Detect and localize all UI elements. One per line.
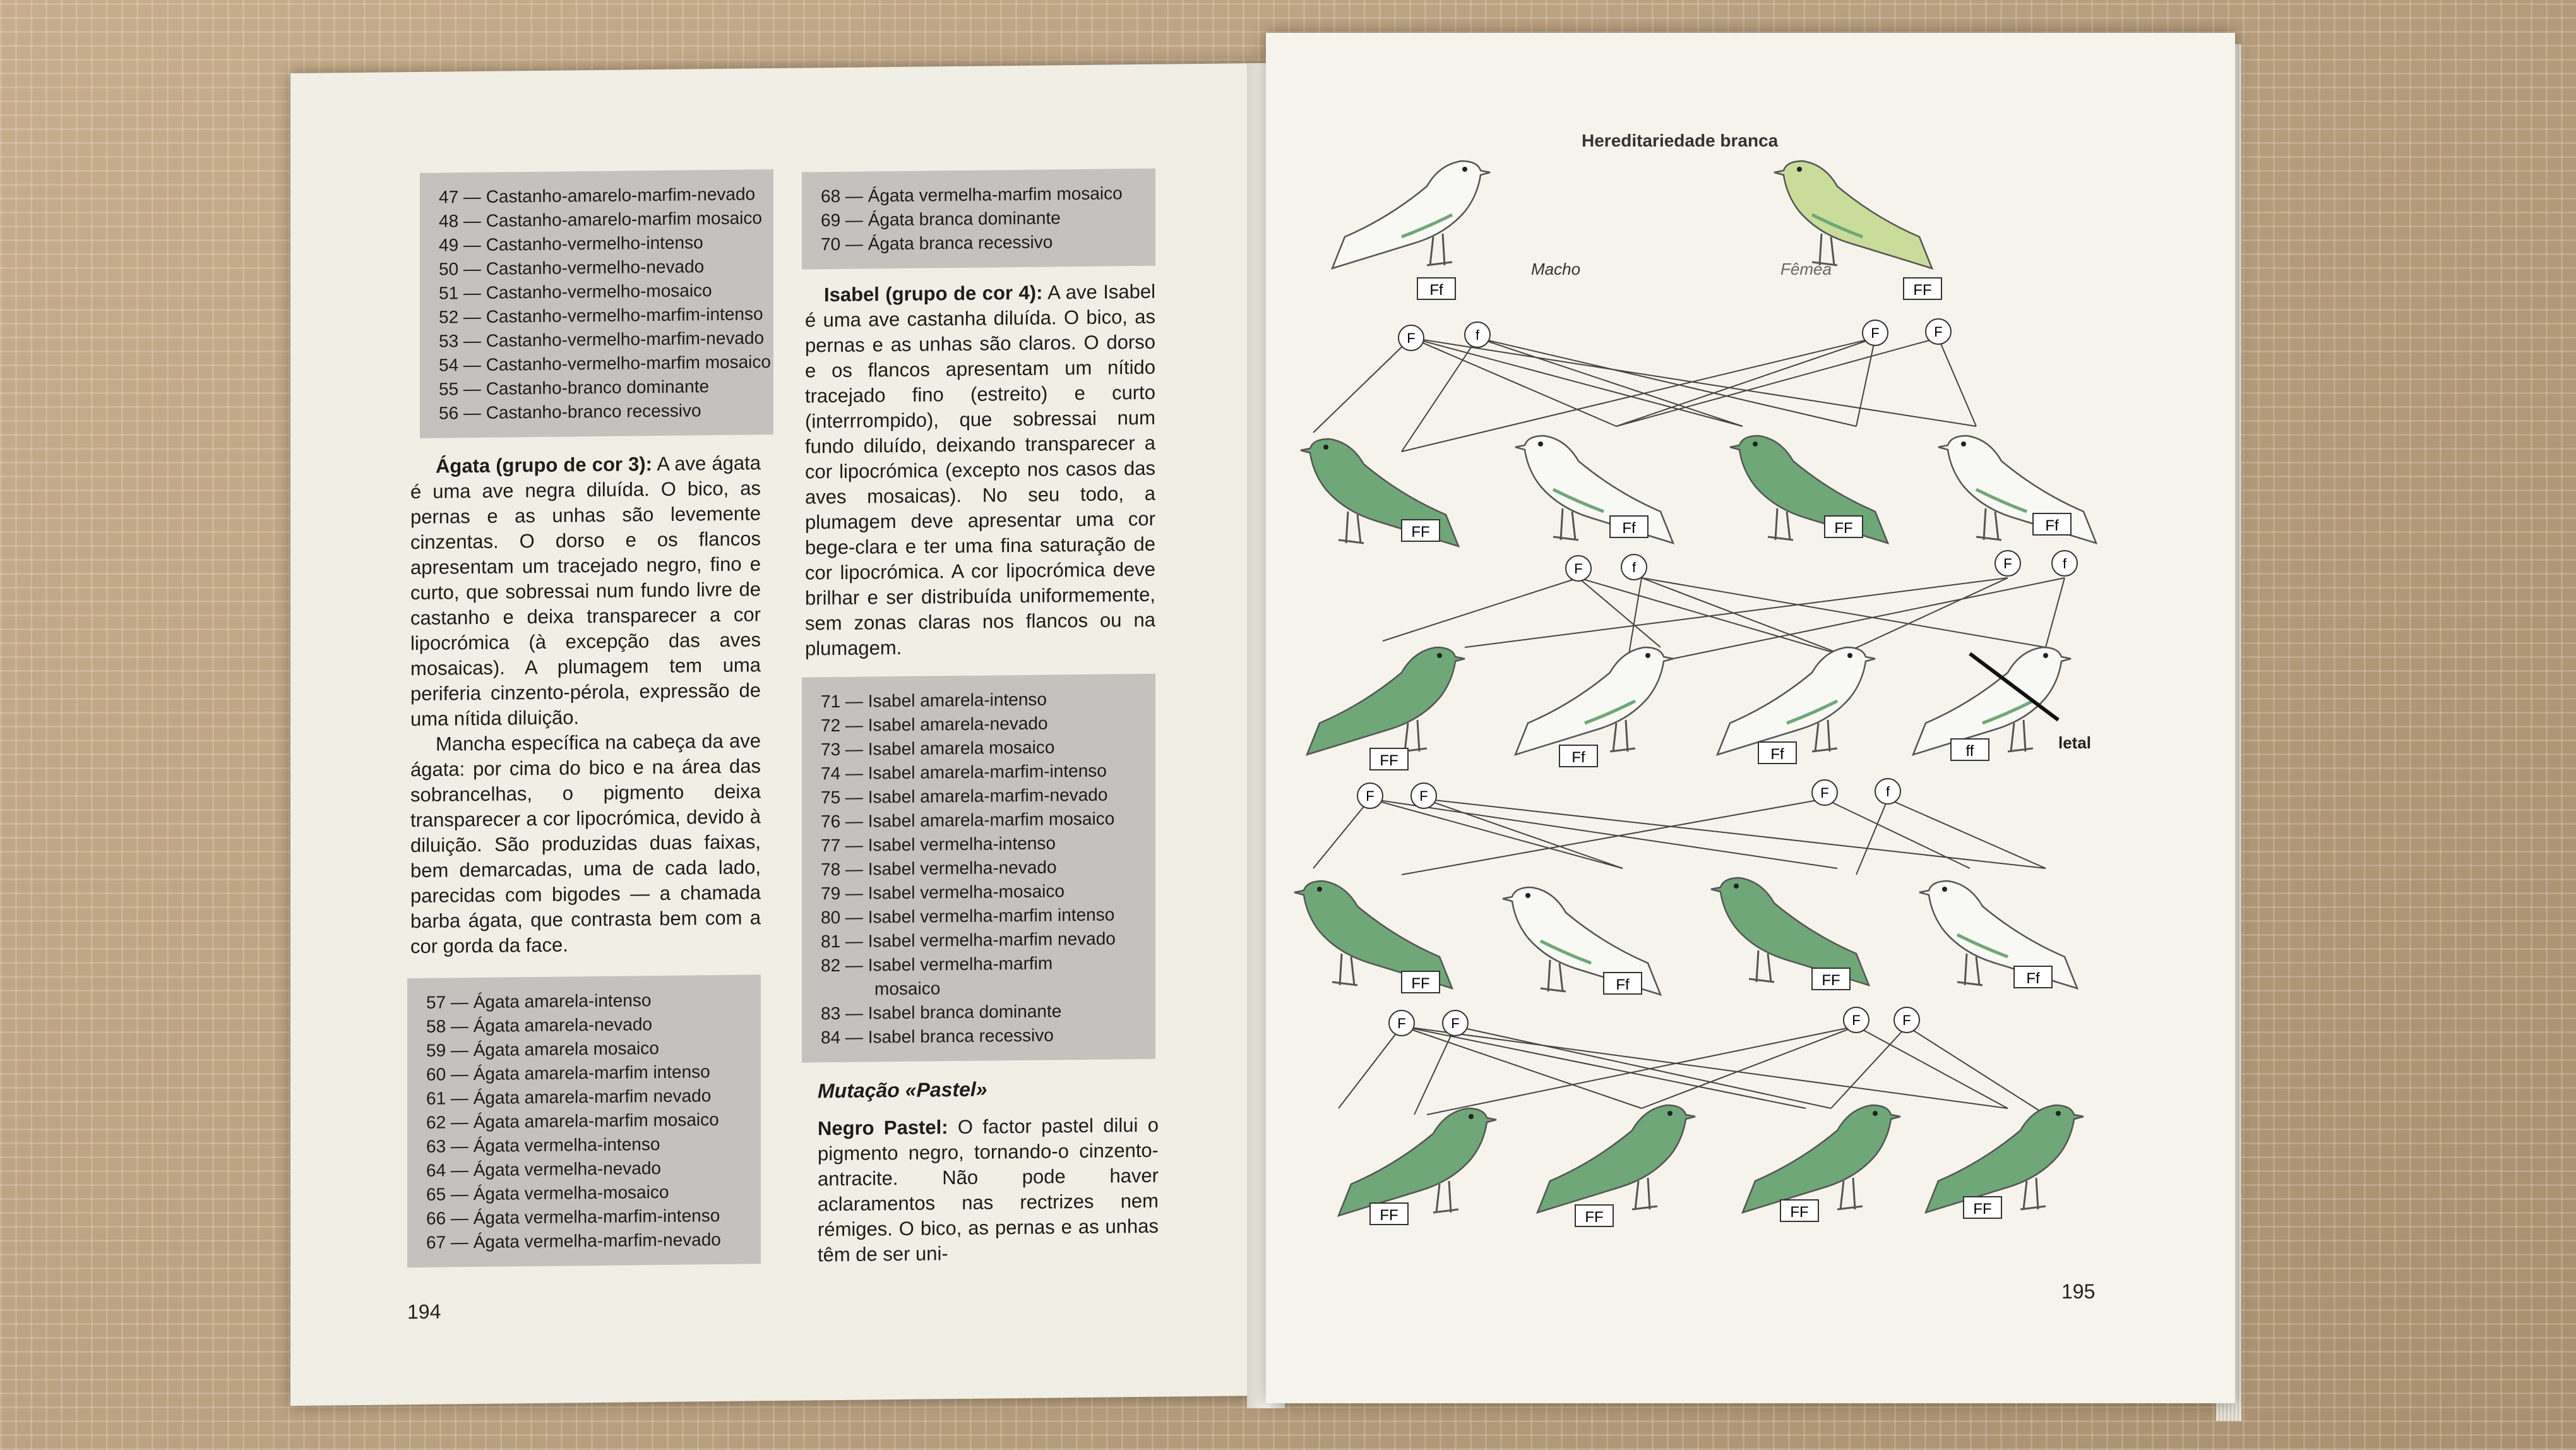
genotype-box (1559, 745, 1597, 767)
list-item: 58 — Ágata amarela-nevado (426, 1014, 652, 1036)
genotype-box (1812, 968, 1850, 990)
bird-gen4 (1339, 1108, 1496, 1216)
agata-heading: Ágata (grupo de cor 3): (436, 453, 652, 477)
list-item: 63 — Ágata vermelha-intenso (426, 1134, 660, 1156)
gamete-circle (1894, 1007, 1919, 1033)
gamete-circle (1812, 780, 1837, 805)
svg-text:FF: FF (1411, 524, 1430, 541)
bird-gen3 (1919, 881, 2077, 988)
svg-text:ff: ff (1965, 743, 1974, 760)
mutacao-heading: Mutação «Pastel» (818, 1077, 987, 1103)
bird-gen1 (1730, 436, 1888, 543)
list-item: 82 — Isabel vermelha-marfim (821, 953, 1053, 976)
list-item: 55 — Castanho-branco dominante (439, 376, 710, 399)
gamete-circle (2052, 551, 2077, 576)
genotype-box (1951, 739, 1989, 760)
list-item: 79 — Isabel vermelha-mosaico (821, 881, 1064, 904)
list-item: 69 — Ágata branca dominante (821, 208, 1061, 231)
list-item: 62 — Ágata amarela-marfim mosaico (426, 1109, 719, 1132)
genotype-box (1904, 278, 1941, 299)
svg-text:Ff: Ff (2045, 517, 2059, 534)
gamete-circle (1443, 1010, 1468, 1036)
gamete-circle (1389, 1010, 1414, 1036)
svg-text:FF: FF (1973, 1201, 1992, 1218)
gamete-circle (1926, 319, 1951, 344)
svg-text:F: F (1934, 324, 1943, 340)
list-item: 84 — Isabel branca recessivo (821, 1025, 1054, 1048)
svg-text:FF: FF (1822, 972, 1840, 989)
svg-text:F: F (2003, 556, 2012, 572)
list-item: 70 — Ágata branca recessivo (821, 232, 1053, 255)
page-number-right: 195 (2061, 1280, 2096, 1303)
agata-paragraph-2: Mancha específica na cabeça da ave ágata: por cima do bico e na área das sobrancelhas, o pigmento deixa transparecer a cor lipocrómica, devido à diluição. São produzidas duas faixas, bem demarcadas, uma de cada lado, parecidas com bigodes — a chamada barba ágata, que contrasta bem com a cor gorda da face. (410, 729, 761, 958)
color-list-agata-cont (802, 169, 1155, 270)
list-item: 47 — Castanho-amarelo-marfim-nevado (439, 184, 756, 207)
agata-section (410, 450, 761, 959)
bird-femea (1774, 161, 1932, 268)
svg-text:Ff: Ff (2026, 970, 2040, 987)
gamete-circle (1995, 551, 2020, 576)
bird-gen2 (1717, 647, 1875, 755)
genotype-box (2033, 513, 2071, 535)
genotype-box (1370, 748, 1408, 770)
genotype-box (1402, 520, 1440, 541)
isabel-paragraph: A ave Isabel é uma ave castanha diluída. O bico, as pernas e as unhas são claros. O dorso e os flancos apresentam um nítido tracejado fino (estreito) e curto (interrrompido), que sobressai num fundo diluído, deixando transparecer a cor lipocrómica (excepto nos casos das aves mosaicas). No seu todo, a plumagem deve apresentar uma cor bege-clara e ter uma fina saturação de cor lipocrómica. A cor lipocrómica deve brilhar e ser distribuída uniformemente, sem zonas claras nos flancos ou na plumagem. (805, 280, 1155, 660)
list-item: 67 — Ágata vermelha-marfim-nevado (426, 1229, 721, 1252)
svg-text:Ff: Ff (1429, 282, 1443, 299)
svg-text:F: F (1451, 1016, 1460, 1031)
gamete-circle (1621, 554, 1647, 580)
negro-paragraph: O factor pastel dilui o pigmento negro, tornando-o cinzento-antracite. Não pode haver aclaramentos nas rectrizes nem rémiges. O bico, as pernas e as unhas têm de ser uni- (818, 1113, 1159, 1266)
color-list-isabel (802, 674, 1155, 1063)
color-list-agata (407, 974, 761, 1267)
svg-text:F: F (1419, 788, 1428, 804)
svg-text:FF: FF (1380, 752, 1398, 769)
svg-text:Ff: Ff (1571, 749, 1585, 766)
list-item: 52 — Castanho-vermelho-marfim-intenso (439, 304, 763, 327)
svg-text:F: F (1820, 785, 1829, 801)
genotype-box (1604, 973, 1642, 994)
list-item: 75 — Isabel amarela-marfim-nevado (821, 784, 1108, 808)
svg-text:F: F (1574, 561, 1583, 577)
letal-label: letal (2058, 733, 2092, 752)
genotype-box (1575, 1205, 1613, 1226)
genotype-box (1780, 1200, 1818, 1221)
svg-text:Ff: Ff (1622, 520, 1636, 537)
genotype-box (1610, 516, 1648, 537)
page-number-left: 194 (407, 1300, 441, 1324)
svg-text:FF: FF (1790, 1204, 1809, 1221)
isabel-section (805, 279, 1155, 662)
gamete-circle (1465, 322, 1490, 347)
list-item: 77 — Isabel vermelha-intenso (821, 833, 1056, 856)
list-item: 50 — Castanho-vermelho-nevado (439, 256, 705, 279)
list-item: 64 — Ágata vermelha-nevado (426, 1158, 661, 1180)
pastel-section (818, 1075, 1159, 1268)
gamete-circle (1398, 325, 1424, 351)
svg-text:FF: FF (1585, 1209, 1604, 1226)
list-item: 57 — Ágata amarela-intenso (426, 990, 652, 1012)
gamete-circle (1875, 779, 1900, 804)
list-item: 83 — Isabel branca dominante (821, 1001, 1062, 1024)
list-item: mosaico (874, 978, 941, 999)
list-item: 51 — Castanho-vermelho-mosaico (439, 280, 712, 303)
list-item: 56 — Castanho-branco recessivo (439, 400, 701, 423)
bird-gen1 (1515, 436, 1673, 543)
gamete-circle (1411, 783, 1436, 808)
list-item: 54 — Castanho-vermelho-marfim mosaico (439, 352, 771, 375)
svg-text:F: F (1902, 1012, 1911, 1028)
list-item: 78 — Isabel vermelha-nevado (821, 857, 1057, 880)
list-item: 80 — Isabel vermelha-marfim intenso (821, 904, 1115, 928)
negro-heading: Negro Pastel: (818, 1116, 948, 1140)
femea-label: Fêmea (1780, 260, 1832, 279)
svg-text:F: F (1366, 788, 1374, 804)
heredity-diagram (1288, 123, 2128, 1273)
list-item: 68 — Ágata vermelha-marfim mosaico (821, 183, 1123, 207)
svg-text:F: F (1397, 1016, 1406, 1031)
svg-text:Ff: Ff (1770, 746, 1784, 763)
list-item: 66 — Ágata vermelha-marfim-intenso (426, 1205, 720, 1228)
list-item: 48 — Castanho-amarelo-marfim mosaico (439, 208, 762, 231)
genotype-box (1417, 278, 1455, 299)
color-list-castanho (420, 169, 773, 438)
list-item: 76 — Isabel amarela-marfim mosaico (821, 808, 1115, 832)
gamete-circle (1863, 320, 1888, 345)
diagram-title: Hereditariedade branca (1582, 131, 1779, 150)
genotype-box (1370, 1203, 1408, 1225)
bird-gen4 (1926, 1105, 2084, 1213)
svg-text:Ff: Ff (1616, 976, 1630, 993)
genotype-box (1758, 742, 1796, 764)
genotype-box (1825, 516, 1863, 537)
left-page (290, 63, 1266, 1406)
macho-label: Macho (1531, 260, 1581, 279)
gamete-circle (1566, 556, 1591, 581)
svg-text:f: f (2062, 556, 2067, 572)
genotype-box (1964, 1197, 2001, 1218)
gamete-circle (1357, 783, 1383, 808)
list-item: 72 — Isabel amarela-nevado (821, 713, 1048, 736)
gamete-circle (1844, 1007, 1869, 1033)
agata-paragraph-1: A ave ágata é uma ave negra diluída. O bico, as pernas e as unhas são levemente cinzentas. O dorso e os flancos apresentam um tracejado negro, fino e curto, que sobressai num fundo livre de castanho e deixa transparecer a cor lipocrómica (à excepção das aves mosaicas). A plumagem tem uma periferia cinzento-pérola, expressão de uma nítida diluição. (410, 452, 761, 731)
bird-gen2 (1307, 647, 1465, 755)
list-item: 53 — Castanho-vermelho-marfim-nevado (439, 328, 765, 351)
list-item: 61 — Ágata amarela-marfim nevado (426, 1086, 712, 1108)
svg-text:F: F (1407, 330, 1416, 346)
svg-text:F: F (1871, 325, 1880, 341)
svg-text:FF: FF (1913, 282, 1932, 299)
list-item: 71 — Isabel amarela-intenso (821, 689, 1047, 712)
svg-text:f: f (1631, 560, 1637, 575)
isabel-heading: Isabel (grupo de cor 4): (824, 281, 1043, 306)
bird-gen2 (1515, 647, 1673, 755)
bird-gen1 (1938, 436, 2096, 543)
svg-text:f: f (1885, 784, 1890, 800)
list-item: 59 — Ágata amarela mosaico (426, 1038, 659, 1060)
bird-gen4 (1743, 1105, 1900, 1213)
list-item: 73 — Isabel amarela mosaico (821, 737, 1055, 760)
list-item: 49 — Castanho-vermelho-intenso (439, 232, 703, 255)
svg-text:FF: FF (1411, 975, 1430, 992)
svg-text:f: f (1475, 327, 1480, 343)
genotype-box (2014, 966, 2052, 988)
svg-text:FF: FF (1380, 1207, 1398, 1224)
svg-text:F: F (1852, 1012, 1861, 1028)
bird-gen2 (1913, 647, 2071, 755)
bird-macho (1332, 161, 1490, 268)
svg-text:FF: FF (1834, 520, 1853, 537)
bird-gen4 (1537, 1105, 1695, 1213)
list-item: 81 — Isabel vermelha-marfim nevado (821, 928, 1116, 952)
list-item: 74 — Isabel amarela-marfim-intenso (821, 760, 1107, 784)
genotype-box (1402, 971, 1440, 993)
list-item: 65 — Ágata vermelha-mosaico (426, 1182, 669, 1204)
list-item: 60 — Ágata amarela-marfim intenso (426, 1062, 710, 1084)
